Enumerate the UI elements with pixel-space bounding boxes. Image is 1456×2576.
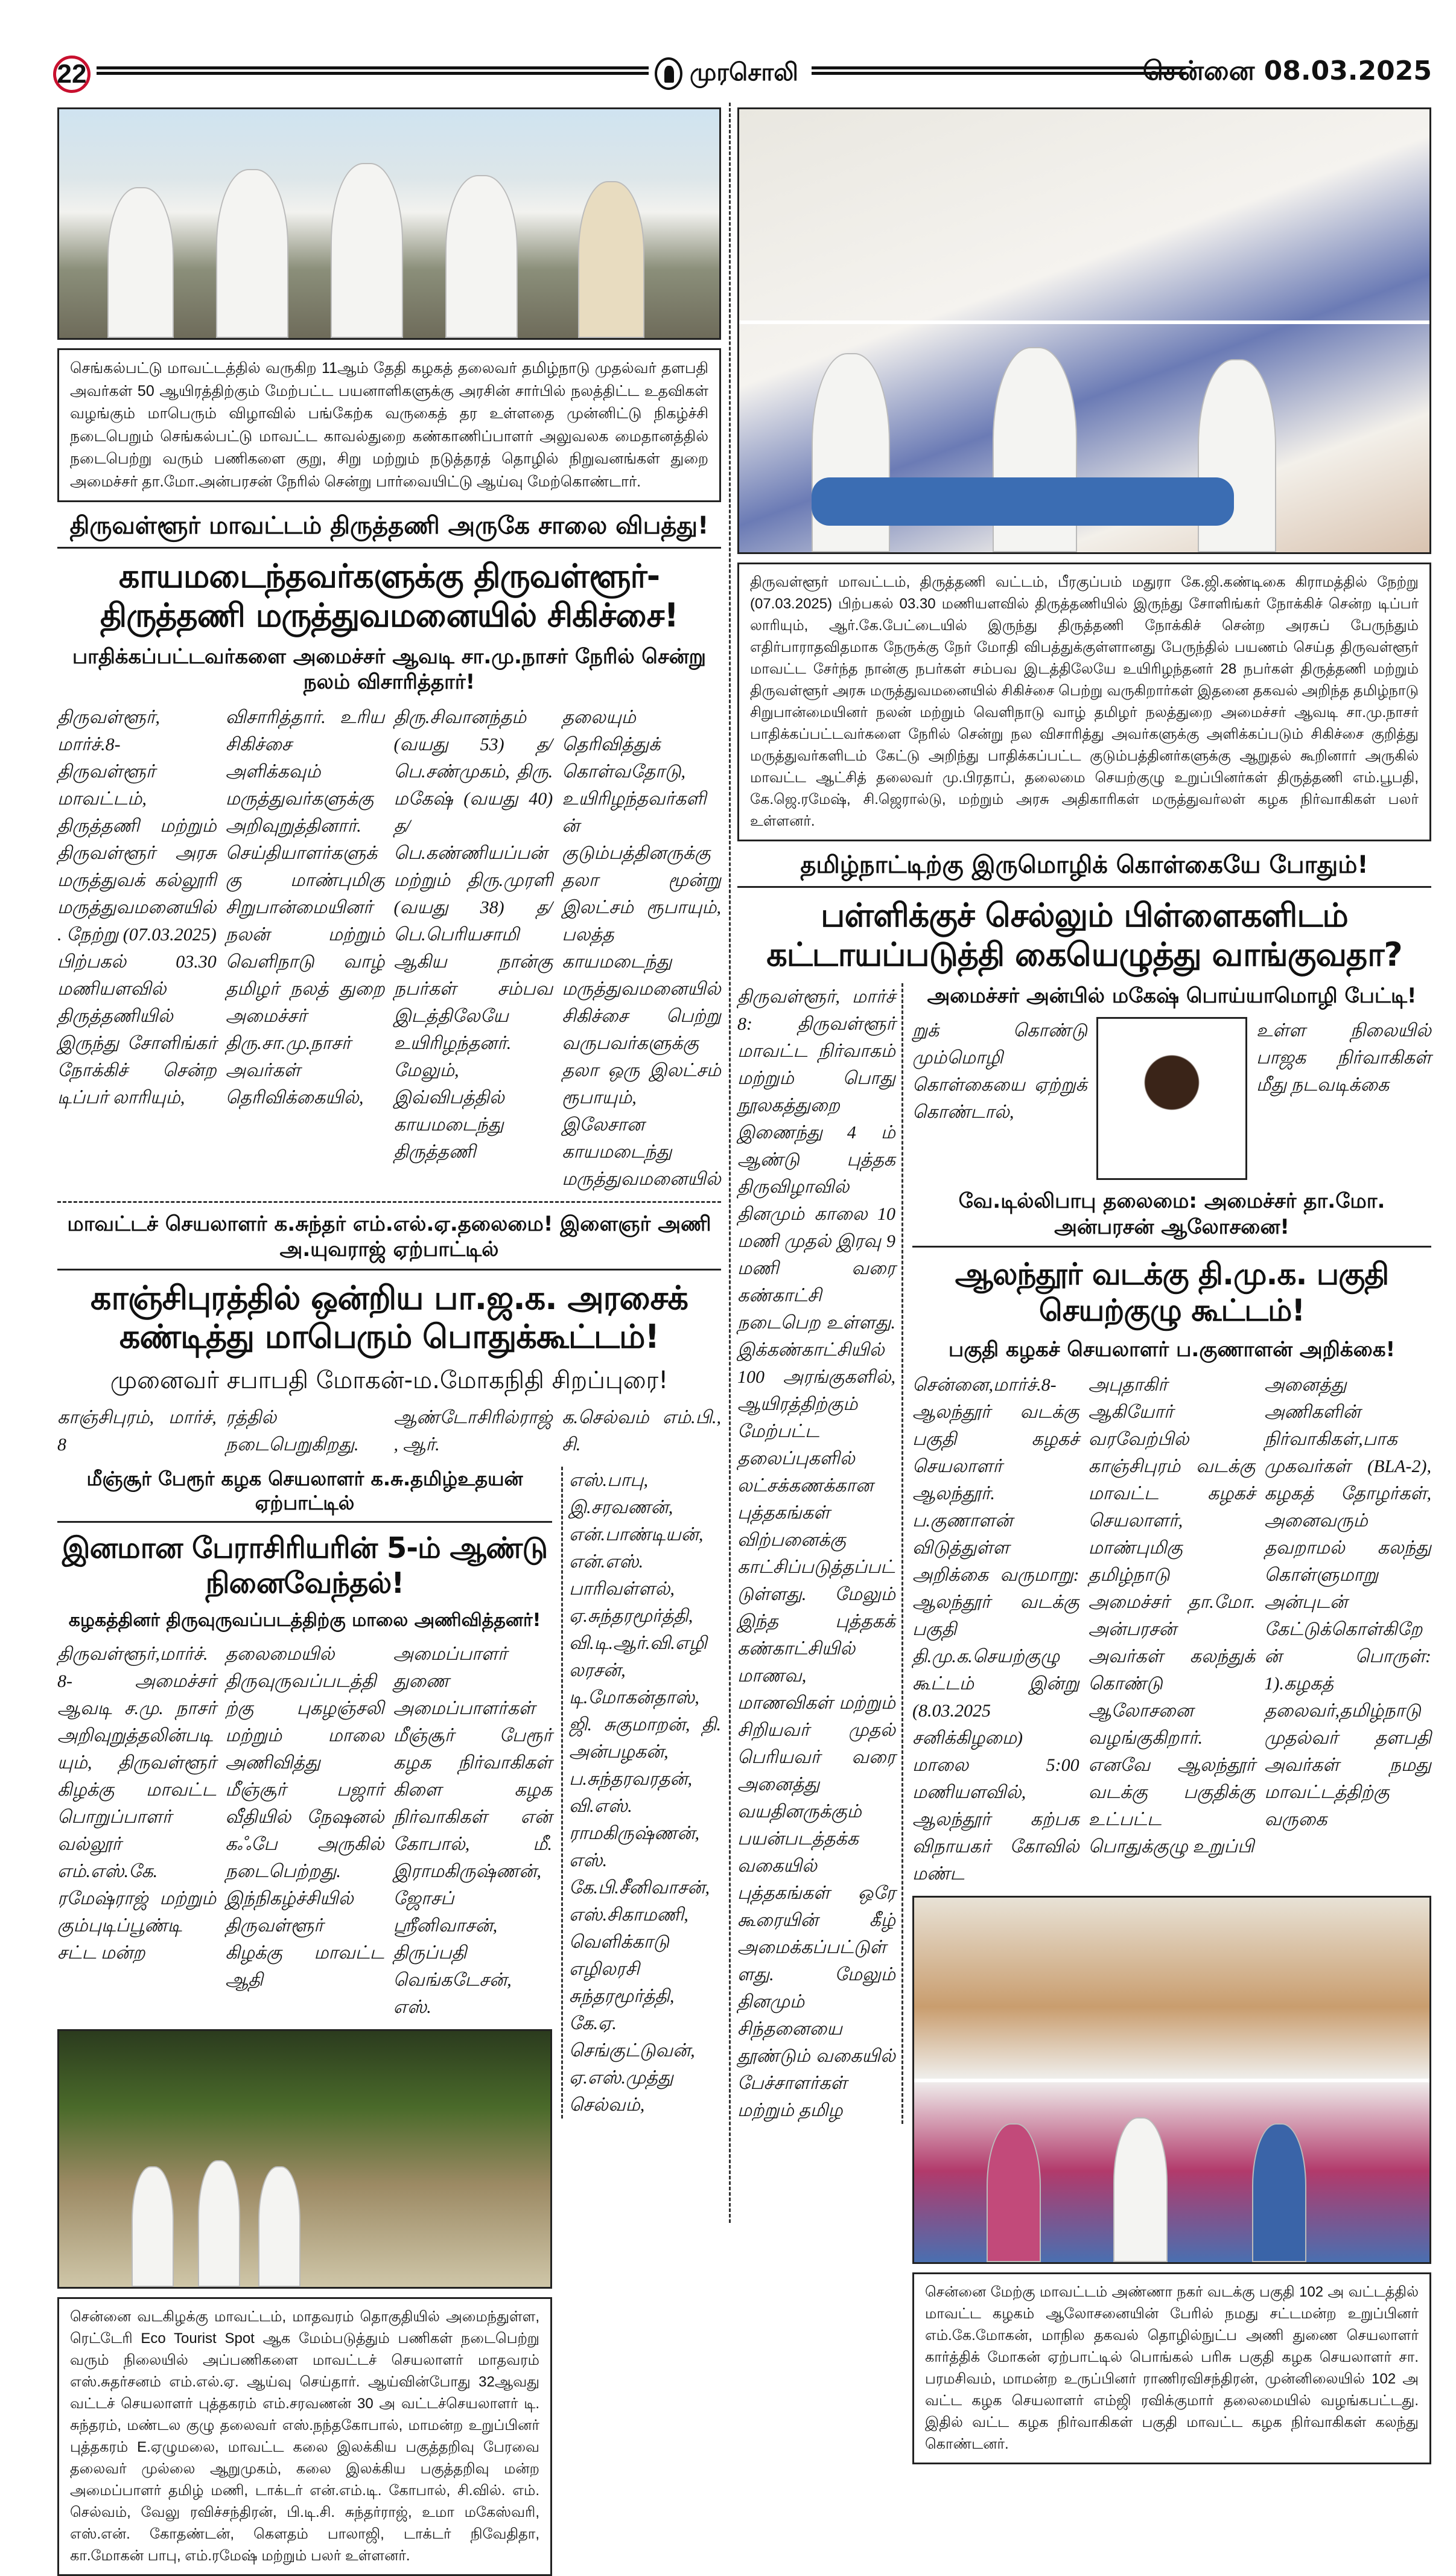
masthead-logo-icon: [655, 57, 682, 90]
kicker-kanchipuram: மாவட்டச் செயலாளர் க.சுந்தர் எம்.எல்.ஏ.தலைமை! இளைஞர் அணி அ.யுவராஜ் ஏற்பாட்டில்: [57, 1211, 721, 1270]
article-column: க.செல்வம் எம்.பி., சி.: [562, 1408, 721, 1455]
article-column: திருவள்ளூர், மார்ச் 8: திருவள்ளூர் மாவட்ட நிர்வாகம் மற்றும் பொது நூலகத்துறை இணைந்து 4 ம் ஆண்டு புத்தக திருவிழாவில் தினமும் காலை 10 மணி முதல் இரவு 9 மணி வரை கண்காட்சி நடைபெற உள்ளது. இக்கண்காட்சியில் 100 அரங்குகளில், ஆயிரத்திற்கும் மேற்பட்ட தலைப்புகளில் லட்சக்கணக்கான புத்தகங்கள் விற்பனைக்கு காட்சிப்படுத்தப்பட்டுள்ளது. மேலும் இந்த புத்தகக் கண்காட்சியில் மாணவ, மாணவிகள் மற்றும் சிறியவர் முதல் பெரியவர் வரை அனைத்து வயதினருக்கும் பயன்படத்தக்க வகையில் புத்தகங்கள் ஒரே கூரையின் கீழ் அமைக்கப்பட்டுள்ளது. மேலும் தினமும் சிந்தனையை தூண்டும் வகையில் பேச்சாளர்கள் மற்றும் தமிழ: [737, 983, 903, 2124]
article-column: உள்ள நிலையில் பாஜக நிர்வாகிகள் மீது நடவடிக்கை: [1256, 1021, 1431, 1095]
photo-minister-inspection: [57, 107, 721, 340]
article-column: அனைத்து அணிகளின் நிர்வாகிகள்,பாக முகவர்கள் (BLA-2), கழகத் தோழர்கள், அனைவரும் தவறாமல் கலந்து கொள்ளுமாறு அன்புடன் கேட்டுக்கொள்கிறேன் பொருள்: 1).கழகத் தலைவர்,தமிழ்நாடு முதல்வர் தளபதி அவர்கள் நமது மாவட்டத்திற்கு வருகை: [1264, 1374, 1431, 1829]
kicker-language: தமிழ்நாட்டிற்கு இருமொழிக் கொள்கையே போதும்!: [737, 850, 1431, 888]
photo-caption-bottom-right: சென்னை மேற்கு மாவட்டம் அண்ணா நகர் வடக்கு பகுதி 102 அ வட்டத்தில் மாவட்ட கழகம் ஆலோசனையின் பேரில் நமது சட்டமன்ற உறுப்பினர் எம்.கே.மோகன், மாநில தகவல் தொழில்நுட்ப அணி துணை செயலாளர் கார்த்திக் மோகன் ஏற்பாட்டில் பொங்கல் பரிசு பகுதி கழக செயலாளர் சா. பரமசிவம், மாமன்ற உருப்பினர் ராணிரவிசந்திரன், முன்னிலையில் 102 அ வட்ட கழக செயலாளர் எம்ஜி ரவிக்குமார் தலைமையில் வழங்கபட்டது. இதில் வட்ட கழக நிர்வாகிகள் பகுதி மாவட்ட கழக நிர்வாகிகள் கலந்து கொண்டனர்.: [912, 2272, 1431, 2464]
article-column: சென்னை,மார்ச்.8- ஆலந்தூர் வடக்கு பகுதி கழகச் செயலாளர் ஆலந்தூர். ப.குணாளன் விடுத்துள்ள அறிக்கை வருமாறு: ஆலந்தூர் வடக்கு பகுதி தி.மு.க.செயற்குழு கூட்டம் இன்று (8.03.2025 சனிக்கிழமை) மாலை 5:00 மணியளவில், ஆலந்தூர் கற்பக விநாயகர் கோவில் மண்ட: [912, 1374, 1079, 1884]
article-body-alandur: [912, 1371, 1431, 1887]
right-lower-stack: [912, 983, 1431, 2464]
kicker-memorial: மீஞ்சூர் பேரூர் கழக செயலாளர் க.சு.தமிழ்உதயன் ஏற்பாட்டில்: [57, 1467, 552, 1523]
masthead-title: முரசொலி: [690, 58, 798, 86]
photo-minister-portrait: [1096, 1017, 1247, 1180]
subhead-accident: பாதிக்கப்பட்டவர்களை அமைச்சர் ஆவடி சா.மு.நாசர் நேரில் சென்று நலம் விசாரித்தார்!: [72, 644, 707, 695]
article-body-memorial: [57, 1640, 552, 2021]
article-column: அபுதாகிர் ஆகியோர் வரவேற்பில் காஞ்சிபுரம் வடக்கு மாவட்ட கழகச் செயலாளர், மாண்புமிகு தமிழ்நாடு அமைச்சர் தா.மோ. அன்பரசன் அவர்கள் கலந்துக் கொண்டு ஆலோசனை வழங்குகிறார். எனவே ஆலந்தூர் வடக்கு பகுதிக்கு உட்பட்ட பொதுக்குழு உறுப்பி: [1088, 1374, 1256, 1857]
article-column: விசாரித்தார். உரிய சிகிச்சை அளிக்கவும் மருத்துவர்களுக்கு அறிவுறுத்தினார். செய்தியாளர்களுக்கு மாண்புமிகு சிறுபான்மையினர் நலன் மற்றும் வெளிநாடு வாழ் தமிழர் நலத் துறை அமைச்சர் திரு.சா.மு.நாசர் அவர்கள் தெரிவிக்கையில்,: [225, 707, 385, 1108]
memorial-article: [57, 1467, 552, 2576]
kicker-accident: திருவள்ளூர் மாவட்டம் திருத்தணி அருகே சாலை விபத்து!: [57, 511, 721, 549]
article-column: தலையும் தெரிவித்துக் கொள்வதோடு, உயிரிழந்தவர்களின் குடும்பத்தினருக்கு தலா மூன்று இலட்சம் ரூபாயும், பலத்த காயமடைந்து மருத்துவமனையில் சிகிச்சை பெற்று வருபவர்களுக்கு தலா ஒரு இலட்சம் ரூபாயும், இலேசான காயமடைந்து மருத்துவமனையில்: [562, 707, 721, 1189]
left-pane: [57, 107, 721, 2576]
article-column: அமைப்பாளர் துணை அமைப்பாளர்கள் மீஞ்சூர் பேரூர் கழக நிர்வாகிகள் கிளை கழக நிர்வாகிகள் என் கோபால், மீ. இராமகிருஷ்ணன், ஜோசப் ஸ்ரீனிவாசன், திருப்பதி வெங்கடேசன், எஸ்.: [393, 1643, 552, 2017]
article-column: றுக் கொண்டு மும்மொழி கொள்கையை ஏற்றுக் கொண்டால்,: [912, 1021, 1087, 1123]
article-body-kanchipuram: [57, 1404, 721, 1458]
article-body-language: [912, 1017, 1431, 1180]
headline-kanchipuram: காஞ்சிபுரத்தில் ஒன்றிய பா.ஜ.க. அரசைக் கண்டித்து மாபெரும் பொதுக்கூட்டம்!: [90, 1278, 688, 1356]
page-number: 22: [53, 56, 91, 93]
photo-pongal-gift-distribution: [912, 1896, 1431, 2264]
photo-caption-bottom-left: சென்னை வடகிழக்கு மாவட்டம், மாதவரம் தொகுதியில் அமைந்துள்ள, ரெட்டேரி Eco Tourist Spot ஆக மேம்படுத்தும் பணிகள் நடைபெற்று வரும் நிலையில் அப்பணிகளை மாவட்டச் செயலாளர் மாதவரம் எஸ்.சுதர்சனம் எம்.எல்.ஏ. ஆய்வு செய்தார். ஆய்வின்போது 32ஆவது வட்டச் செயலாளர் புத்தகரம் எம்.சரவணன் 30 அ வட்டச்செயலாளர் டி. சுந்தரம், மண்டல குழு தலைவர் எஸ்.நந்தகோபால், மாமன்ற உறுப்பினர் புத்தகரம் E.ஏழுமலை, மாவட்ட கலை இலக்கிய பகுத்தறிவு பேரவை தலைவர் முல்லை ஆறுமுகம், கலை இலக்கிய பகுத்தறிவு மன்ற அமைப்பாளர் தமிழ் மணி, டாக்டர் என்.எம்.டி. கோபால், சி.வில். எம். செல்வம், வேலு ரவிச்சந்திரன், பி.டி.சி. சுந்தர்ராஜ், உமா மகேஸ்வரி, எஸ்.என். கோதண்டன், கௌதம் பாலாஜி, டாக்டர் நிவேதிதா, கா.மோகன் பாபு, எம்.ரமேஷ் மற்றும் பலர் உள்ளனர்.: [57, 2297, 552, 2576]
photo-caption-top-left: செங்கல்பட்டு மாவட்டத்தில் வருகிற 11ஆம் தேதி கழகத் தலைவர் தமிழ்நாடு முதல்வர் தளபதி அவர்கள் 50 ஆயிரத்திற்கும் மேற்பட்ட பயனாளிகளுக்கு அரசின் சார்பில் நலத்திட்ட உதவிகள் வழங்கும் மாபெரும் விழாவில் பங்கேற்க வருகைத் தர உள்ளதை முன்னிட்டு நிகழ்ச்சி நடைபெறும் செங்கல்பட்டு மாவட்ட காவல்துறை கண்காணிப்பாளர் அலுவலக மைதானத்தில் நடைபெற்று வரும் பணிகளை குறு, சிறு மற்றும் நடுத்தரத் தொழில் நிறுவனங்கள் துறை அமைச்சர் தா.மோ.அன்பரசன் நேரில் சென்று பார்வையிட்டு ஆய்வு மேற்கொண்டார்.: [57, 348, 721, 502]
article-body-accident: [57, 704, 721, 1193]
right-lower-section: [737, 983, 1431, 2464]
kicker-alandur: வே.டில்லிபாபு தலைமை: அமைச்சர் தா.மோ. அன்பரசன் ஆலோசனை!: [912, 1188, 1431, 1248]
article-column: திரு.சிவானந்தம் (வயது 53) த/பெ.சண்முகம், திரு. மகேஷ் (வயது 40) த/பெ.கண்ணியப்பன் மற்றும் திரு.முரளி (வயது 38) த/பெ.பெரியசாமி ஆகிய நான்கு நபர்கள் சம்பவ இடத்திலேயே உயிரிழந்தனர். மேலும், இவ்விபத்தில் காயமடைந்து திருத்தணி: [393, 707, 553, 1162]
subhead-kanchipuram: முனைவர் சபாபதி மோகன்-ம.மோகநிதி சிறப்புரை!: [110, 1366, 669, 1395]
header-rule-right: [812, 66, 1186, 75]
masthead: [655, 57, 798, 90]
article-column: காஞ்சிபுரம், மார்ச், 8: [57, 1408, 217, 1455]
article-column: ரத்தில் நடைபெறுகிறது.: [225, 1408, 359, 1455]
subhead-language: அமைச்சர் அன்பில் மகேஷ் பொய்யாமொழி பேட்டி!: [927, 983, 1417, 1008]
column-divider: [729, 103, 731, 2223]
photo-hospital-visit: [737, 107, 1431, 554]
photo-eco-tourist-spot: [57, 2029, 552, 2289]
article-column: திருவள்ளூர்,மார்ச்.8- அமைச்சர் ஆவடி ச.மு. நாசர் அறிவுறுத்தலின்படியும், திருவள்ளூர் கிழக்கு மாவட்ட பொறுப்பாளர் வல்லூர் எம்.எஸ்.கே. ரமேஷ்ராஜ் மற்றும் கும்புடிப்பூண்டி சட்ட மன்ற: [57, 1643, 217, 1963]
article-column-continued: எஸ்.பாபு, இ.சரவணன், என்.பாண்டியன், என்.எஸ். பாரிவள்ளல், ஏ.சுந்தரமூர்த்தி, வி.டி.ஆர்.வி.எழிலரசன், டி.மோகன்தாஸ், ஜி. சுகுமாறன், தி. அன்பழகன், ப.சுந்தரவரதன், வி.எஸ். ராமகிருஷ்ணன், எஸ். கே.பி.சீனிவாசன், எஸ்.சிகாமணி, வெளிக்காடு எழிலரசி சுந்தரமூர்த்தி, கே.ஏ. செங்குட்டுவன், ஏ.எஸ்.முத்து செல்வம்,: [561, 1467, 721, 2119]
article-column: தலைமையில் திருவுருவப்படத்திற்கு புகழஞ்சலி மற்றும் மாலை அணிவித்து மீஞ்சூர் பஜார் வீதியில் நேஷனல் கஃபே அருகில் நடைபெற்றது. இந்நிகழ்ச்சியில் திருவள்ளூர் கிழக்கு மாவட்ட ஆதி: [225, 1643, 384, 1990]
headline-accident: காயமடைந்தவர்களுக்கு திருவள்ளூர்- திருத்தணி மருத்துவமனையில் சிகிச்சை!: [100, 557, 678, 634]
article-column: ஆண்டோசிரில்ராஜ், ஆர்.: [393, 1408, 553, 1455]
photo-caption-top-right: திருவள்ளூர் மாவட்டம், திருத்தணி வட்டம், பீரகுப்பம் மதுரா கே.ஜி.கண்டிகை கிராமத்தில் நேற்று (07.03.2025) பிற்பகல் 03.30 மணியளவில் திருத்தணியில் இருந்து சோளிங்கர் நோக்கிச் சென்ற டிப்பர் லாரியும், ஆர்.கே.பேட்டையில் இருந்து திருத்தணி நோக்கிச் சென்ற அரசுப் பேருந்தும் எதிர்பாராதவிதமாக நேருக்கு நேர் மோதி விபத்துக்குள்ளானது பேருந்தில் பயணம் செய்த திருவள்ளூர் மாவட்ட சேர்ந்த நான்கு நபர்கள் சம்பவ இடத்திலேயே உயிரிழந்தனர் 28 நபர்கள் திருத்தணி மற்றும் திருவள்ளூர் அரசு மருத்துவமனையில் சிகிச்சை பெற்று வருகிறார்கள் இதனை தகவல் அறிந்த தமிழ்நாடு சிறுபான்மையினர் நலன் மற்றும் வெளிநாடு வாழ் தமிழர் நலத்துறை அமைச்சர் ஆவடி சா.மு.நாசர் பாதிக்கப்பட்டவர்களை நேரில் சென்று நல விசாரித்து அவர்களுக்கு அளிக்கப்படும் சிகிச்சை குறித்து மருத்துவர்களிடம் கேட்டு அறிந்து பாதிக்கப்பட்ட குடும்பத்தினர்களுக்கு ஆறுதல் கூறினார் அருகில் மாவட்ட ஆட்சித் தலைவர் மு.பிரதாப், தலைமை செயற்குழு உறுப்பினர்கள் திருத்தணி எம்.பூபதி, கே.ஜெ.ரமேஷ், சி.ஜெரால்டு, மற்றும் அரசு அதிகாரிகள் மருத்துவர்லள் கழக நிர்வாகிகள் பலர் உள்ளனர்.: [737, 563, 1431, 841]
header-rule-left: [97, 66, 649, 75]
article-column: திருவள்ளூர், மார்ச்.8- திருவள்ளூர் மாவட்டம், திருத்தணி மற்றும் திருவள்ளூர் அரசு மருத்துவக் கல்லூரி மருத்துவமனையில். நேற்று (07.03.2025) பிற்பகல் 03.30 மணியளவில் திருத்தணியில் இருந்து சோளிங்கர் நோக்கிச் சென்ற டிப்பர் லாரியும்,: [57, 707, 217, 1108]
subhead-alandur: பகுதி கழகச் செயலாளர் ப.குணாளன் அறிக்கை!: [948, 1337, 1396, 1362]
headline-alandur: ஆலந்தூர் வடக்கு தி.மு.க. பகுதி செயற்குழு கூட்டம்!: [955, 1257, 1389, 1328]
right-pane: [737, 107, 1431, 2464]
headline-language: பள்ளிக்குச் செல்லும் பிள்ளைகளிடம் கட்டாயப்படுத்தி கையெழுத்து வாங்குவதா?: [766, 896, 1402, 974]
subhead-memorial: கழகத்தினர் திருவுருவப்படத்திற்கு மாலை அணிவித்தனர்!: [68, 1610, 541, 1631]
section-divider: [57, 1201, 721, 1203]
lower-left-section: [57, 1467, 721, 2576]
headline-memorial: இனமான பேராசிரியரின் 5-ம் ஆண்டு நினைவேந்தல்!: [62, 1531, 548, 1600]
dateline: சென்னை 08.03.2025: [1142, 56, 1432, 86]
